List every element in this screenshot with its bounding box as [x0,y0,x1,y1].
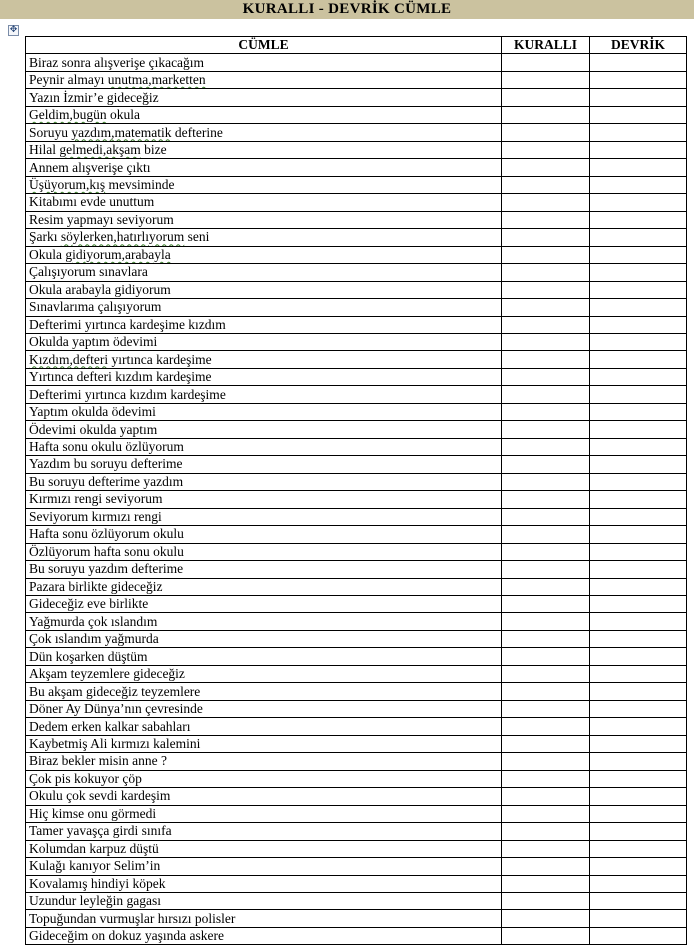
sentence-text: Çok pis kokuyor çöp [29,770,142,786]
table-row [26,368,687,385]
sentence-cell [26,194,502,211]
sentence-cell [26,561,502,578]
regular-answer-cell[interactable] [502,892,590,909]
table-row [26,316,687,333]
inverted-answer-cell[interactable] [590,299,687,316]
sentence-cell [26,106,502,123]
table-row [26,561,687,578]
sentence-text: Peynir almayı unutma,marketten [29,72,206,88]
sentence-cell [26,159,502,176]
sentence-text: Sınavlarıma çalışıyorum [29,299,162,315]
regular-answer-cell[interactable] [502,718,590,735]
table-row [26,299,687,316]
sentence-text: Gideceğim on dokuz yaşında askere [29,928,224,944]
inverted-answer-cell[interactable] [590,630,687,647]
table-row [26,840,687,857]
sentence-text: Defterimi yırtınca kardeşime kızdım [29,316,226,332]
sentence-text: Hafta sonu okulu özlüyorum [29,439,184,455]
inverted-answer-cell[interactable] [590,403,687,420]
sentence-text: Yağmurda çok ıslandım [29,613,158,629]
sentence-text: Biraz bekler misin anne ? [29,753,167,769]
sentence-cell [26,473,502,490]
inverted-answer-cell[interactable] [590,386,687,403]
regular-answer-cell[interactable] [502,823,590,840]
sentence-text: Okulda yaptım ödevimi [29,334,158,350]
sentence-cell [26,421,502,438]
regular-answer-cell[interactable] [502,71,590,88]
regular-answer-cell[interactable] [502,246,590,263]
inverted-answer-cell[interactable] [590,718,687,735]
regular-answer-cell[interactable] [502,333,590,350]
regular-answer-cell[interactable] [502,526,590,543]
sentence-text: Yırtınca defteri kızdım kardeşime [29,369,212,385]
sentence-cell [26,456,502,473]
sentence-text: Kızdım,defteri yırtınca kardeşime [29,351,212,367]
sentence-text: Topuğundan vurmuşlar hırsızı polisler [29,910,236,926]
regular-answer-cell[interactable] [502,858,590,875]
regular-answer-cell[interactable] [502,89,590,106]
regular-answer-cell[interactable] [502,770,590,787]
regular-answer-cell[interactable] [502,211,590,228]
regular-answer-cell[interactable] [502,578,590,595]
sentence-cell [26,823,502,840]
table-row [26,788,687,805]
inverted-answer-cell[interactable] [590,858,687,875]
inverted-answer-cell[interactable] [590,927,687,944]
regular-answer-cell[interactable] [502,368,590,385]
sentence-text: Kolumdan karpuz düştü [29,840,159,856]
table-row [26,578,687,595]
regular-answer-cell[interactable] [502,840,590,857]
regular-answer-cell[interactable] [502,910,590,927]
sentence-text: Hafta sonu özlüyorum okulu [29,526,184,542]
regular-answer-cell[interactable] [502,403,590,420]
regular-answer-cell[interactable] [502,316,590,333]
sentence-text: Hilal gelmedi,akşam bize [29,142,167,158]
regular-answer-cell[interactable] [502,875,590,892]
inverted-answer-cell[interactable] [590,141,687,158]
inverted-answer-cell[interactable] [590,368,687,385]
sentence-cell [26,176,502,193]
sentence-cell [26,526,502,543]
table-row [26,403,687,420]
sentence-cell [26,368,502,385]
regular-answer-cell[interactable] [502,124,590,141]
sentence-cell [26,491,502,508]
inverted-answer-cell[interactable] [590,176,687,193]
sentence-cell [26,875,502,892]
sentence-text: Okula gidiyorum,arabayla [29,246,171,262]
regular-answer-cell[interactable] [502,106,590,123]
table-header-row [26,37,687,54]
table-row [26,194,687,211]
column-header-sentence: CÜMLE [26,37,502,54]
table-row [26,910,687,927]
regular-answer-cell[interactable] [502,229,590,246]
inverted-answer-cell[interactable] [590,700,687,717]
table-row [26,805,687,822]
sentence-cell [26,246,502,263]
sentence-cell [26,892,502,909]
sentence-cell [26,403,502,420]
table-row [26,875,687,892]
inverted-answer-cell[interactable] [590,648,687,665]
sentence-cell [26,124,502,141]
inverted-answer-cell[interactable] [590,875,687,892]
sentence-cell [26,805,502,822]
inverted-answer-cell[interactable] [590,823,687,840]
inverted-answer-cell[interactable] [590,333,687,350]
inverted-answer-cell[interactable] [590,526,687,543]
table-row [26,543,687,560]
inverted-answer-cell[interactable] [590,805,687,822]
regular-answer-cell[interactable] [502,281,590,298]
column-header-inverted: DEVRİK [590,37,687,54]
sentence-cell [26,770,502,787]
sentence-text: Dün koşarken düştüm [29,648,148,664]
sentence-text: Üşüyorum,kış mevsiminde [29,176,175,192]
inverted-answer-cell[interactable] [590,840,687,857]
inverted-answer-cell[interactable] [590,438,687,455]
inverted-answer-cell[interactable] [590,71,687,88]
sentence-text: Bu soruyu yazdım defterime [29,561,184,577]
table-row [26,386,687,403]
sentence-text: Şarkı söylerken,hatırlıyorum seni [29,229,210,245]
inverted-answer-cell[interactable] [590,753,687,770]
sentence-cell [26,333,502,350]
table-row [26,665,687,682]
table-row [26,927,687,944]
sentence-cell [26,229,502,246]
table-row [26,351,687,368]
table-row [26,508,687,525]
sentence-cell [26,351,502,368]
table-row [26,54,687,71]
regular-answer-cell[interactable] [502,194,590,211]
table-row [26,683,687,700]
sentence-text: Özlüyorum hafta sonu okulu [29,543,184,559]
sentence-cell [26,753,502,770]
sentence-text: Okula arabayla gidiyorum [29,281,171,297]
inverted-answer-cell[interactable] [590,613,687,630]
inverted-answer-cell[interactable] [590,211,687,228]
table-row [26,491,687,508]
inverted-answer-cell[interactable] [590,281,687,298]
table-row [26,473,687,490]
sentence-text: Yazın İzmir’e gideceğiz [29,89,159,105]
sentence-text: Kovalamış hindiyi köpek [29,875,166,891]
regular-answer-cell[interactable] [502,683,590,700]
inverted-answer-cell[interactable] [590,578,687,595]
sentence-text: Resim yapmayı seviyorum [29,211,174,227]
regular-answer-cell[interactable] [502,386,590,403]
sentence-cell [26,683,502,700]
regular-answer-cell[interactable] [502,456,590,473]
table-row [26,246,687,263]
sentence-text: Kulağı kanıyor Selim’in [29,858,161,874]
table-row [26,211,687,228]
inverted-answer-cell[interactable] [590,543,687,560]
inverted-answer-cell[interactable] [590,735,687,752]
inverted-answer-cell[interactable] [590,456,687,473]
regular-answer-cell[interactable] [502,438,590,455]
inverted-answer-cell[interactable] [590,421,687,438]
sentence-text: Çalışıyorum sınavlara [29,264,148,280]
table-row [26,718,687,735]
inverted-answer-cell[interactable] [590,264,687,281]
sentence-cell [26,211,502,228]
sentence-text: Biraz sonra alışverişe çıkacağım [29,54,205,70]
table-row [26,176,687,193]
sentence-text: Soruyu yazdım,matematik defterine [29,124,223,140]
regular-answer-cell[interactable] [502,630,590,647]
inverted-answer-cell[interactable] [590,351,687,368]
table-row [26,823,687,840]
inverted-answer-cell[interactable] [590,910,687,927]
regular-answer-cell[interactable] [502,596,590,613]
table-row [26,421,687,438]
sentence-text: Defterimi yırtınca kızdım kardeşime [29,386,226,402]
inverted-answer-cell[interactable] [590,159,687,176]
sentence-cell [26,718,502,735]
sentence-cell [26,54,502,71]
sentence-cell [26,665,502,682]
sentence-cell [26,840,502,857]
regular-answer-cell[interactable] [502,299,590,316]
sentence-cell [26,543,502,560]
table-row [26,858,687,875]
table-row [26,89,687,106]
table-row [26,892,687,909]
sentence-cell [26,927,502,944]
inverted-answer-cell[interactable] [590,106,687,123]
regular-answer-cell[interactable] [502,159,590,176]
inverted-answer-cell[interactable] [590,473,687,490]
regular-answer-cell[interactable] [502,665,590,682]
sentence-text: Dedem erken kalkar sabahları [29,718,191,734]
inverted-answer-cell[interactable] [590,508,687,525]
table-row [26,526,687,543]
sentence-text: Ödevimi okulda yaptım [29,421,158,437]
inverted-answer-cell[interactable] [590,770,687,787]
table-row [26,770,687,787]
regular-answer-cell[interactable] [502,141,590,158]
sentence-cell [26,596,502,613]
sentence-cell [26,910,502,927]
regular-answer-cell[interactable] [502,805,590,822]
table-row [26,753,687,770]
table-row [26,630,687,647]
regular-answer-cell[interactable] [502,561,590,578]
regular-answer-cell[interactable] [502,421,590,438]
sentence-text: Geldim,bugün okula [29,107,140,123]
sentence-cell [26,316,502,333]
table-row [26,159,687,176]
regular-answer-cell[interactable] [502,176,590,193]
table-row [26,438,687,455]
inverted-answer-cell[interactable] [590,54,687,71]
regular-answer-cell[interactable] [502,264,590,281]
inverted-answer-cell[interactable] [590,665,687,682]
inverted-answer-cell[interactable] [590,89,687,106]
sentence-cell [26,281,502,298]
table-row [26,333,687,350]
table-row [26,71,687,88]
regular-answer-cell[interactable] [502,351,590,368]
inverted-answer-cell[interactable] [590,683,687,700]
inverted-answer-cell[interactable] [590,561,687,578]
sentence-cell [26,141,502,158]
sentence-cell [26,700,502,717]
sentence-text: Bu akşam gideceğiz teyzemlere [29,683,201,699]
sentence-cell [26,264,502,281]
regular-answer-cell[interactable] [502,927,590,944]
table-row [26,648,687,665]
table-row [26,264,687,281]
sentence-cell [26,386,502,403]
sentence-cell [26,630,502,647]
inverted-answer-cell[interactable] [590,491,687,508]
table-move-handle-icon[interactable]: ✥ [9,25,18,35]
sentence-text: Kırmızı rengi seviyorum [29,491,163,507]
table-row [26,106,687,123]
sentence-cell [26,578,502,595]
inverted-answer-cell[interactable] [590,596,687,613]
table-row [26,141,687,158]
table-row [26,229,687,246]
inverted-answer-cell[interactable] [590,316,687,333]
regular-answer-cell[interactable] [502,700,590,717]
sentence-text: Çok ıslandım yağmurda [29,631,159,647]
regular-answer-cell[interactable] [502,735,590,752]
sentence-cell [26,89,502,106]
inverted-answer-cell[interactable] [590,229,687,246]
sentence-table [25,36,687,945]
regular-answer-cell[interactable] [502,753,590,770]
sentence-text: Gideceğiz eve birlikte [29,596,149,612]
sentence-text: Kaybetmiş Ali kırmızı kalemini [29,735,201,751]
regular-answer-cell[interactable] [502,54,590,71]
sentence-text: Döner Ay Dünya’nın çevresinde [29,701,203,717]
table-row [26,596,687,613]
sentence-text: Uzundur leyleğin gagası [29,893,161,909]
sentence-text: Tamer yavaşça girdi sınıfa [29,823,172,839]
sentence-cell [26,299,502,316]
sentence-text: Bu soruyu defterime yazdım [29,473,184,489]
table-row [26,700,687,717]
sentence-text: Yaptım okulda ödevimi [29,404,156,420]
regular-answer-cell[interactable] [502,613,590,630]
sentence-cell [26,613,502,630]
sentence-text: Okulu çok sevdi kardeşim [29,788,171,804]
page-title: KURALLI - DEVRİK CÜMLE [0,0,694,19]
table-row [26,613,687,630]
sentence-text: Annem alışverişe çıktı [29,159,151,175]
sentence-text: Seviyorum kırmızı rengi [29,508,162,524]
sentence-cell [26,508,502,525]
inverted-answer-cell[interactable] [590,246,687,263]
column-header-regular: KURALLI [502,37,590,54]
table-row [26,456,687,473]
inverted-answer-cell[interactable] [590,788,687,805]
sentence-text: Kitabımı evde unuttum [29,194,155,210]
sentence-text: Hiç kimse onu görmedi [29,805,157,821]
table-row [26,735,687,752]
sentence-text: Yazdım bu soruyu defterime [29,456,183,472]
sentence-cell [26,648,502,665]
inverted-answer-cell[interactable] [590,892,687,909]
sentence-cell [26,71,502,88]
table-row [26,124,687,141]
regular-answer-cell[interactable] [502,473,590,490]
regular-answer-cell[interactable] [502,491,590,508]
regular-answer-cell[interactable] [502,648,590,665]
regular-answer-cell[interactable] [502,508,590,525]
inverted-answer-cell[interactable] [590,194,687,211]
table-row [26,281,687,298]
regular-answer-cell[interactable] [502,788,590,805]
sentence-cell [26,858,502,875]
sentence-cell [26,788,502,805]
regular-answer-cell[interactable] [502,543,590,560]
sentence-cell [26,735,502,752]
sentence-text: Pazara birlikte gideceğiz [29,578,163,594]
sentence-text: Akşam teyzemlere gideceğiz [29,666,185,682]
sentence-cell [26,438,502,455]
inverted-answer-cell[interactable] [590,124,687,141]
